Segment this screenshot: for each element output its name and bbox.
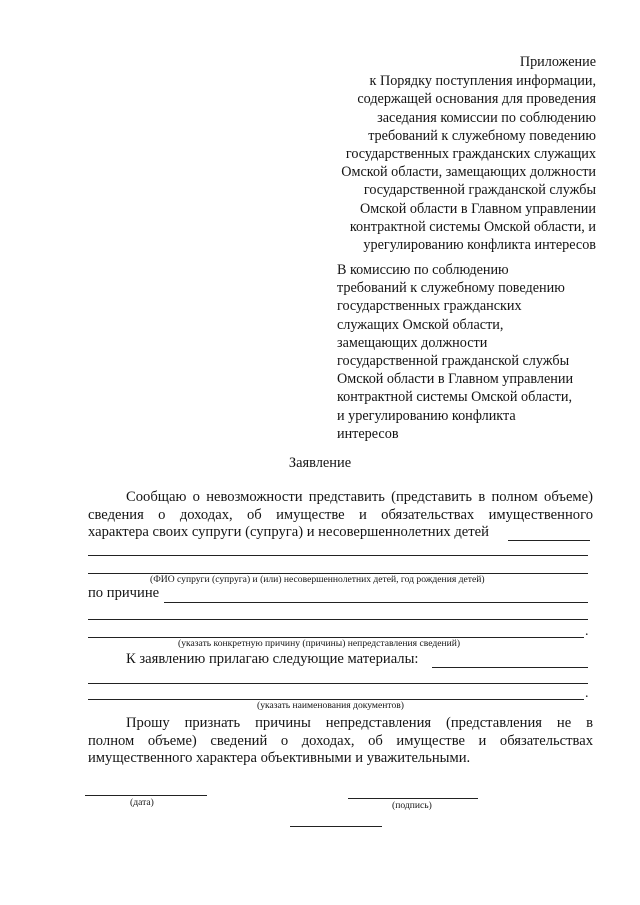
appendix-line: государственных гражданских служащих	[345, 146, 596, 163]
appendix-line: контрактной системы Омской области, и	[349, 218, 596, 235]
addressee-line: замещающих должности	[337, 334, 488, 351]
appendix-line: требований к служебному поведению	[368, 127, 596, 144]
reason-label: по причине	[88, 585, 160, 601]
statement-paragraph	[88, 489, 593, 542]
materials-end-period: .	[585, 686, 589, 701]
reason-fill-line[interactable]	[164, 602, 588, 603]
addressee-block	[337, 261, 607, 443]
addressee-line: В комиссию по соблюдению	[337, 262, 509, 278]
addressee-line: требований к служебному поведению	[337, 280, 565, 297]
reason-fill-line[interactable]	[88, 619, 588, 620]
appendix-line: государственной гражданской службы	[363, 182, 596, 199]
addressee-line: служащих Омской области,	[337, 316, 504, 333]
addressee-line: Омской области в Главном управлении	[337, 371, 574, 388]
request-line: имущественного характера объективными и уважительными.	[88, 750, 471, 766]
addressee-line: государственных гражданских	[337, 298, 522, 315]
reason-caption: (указать конкретную причину (причины) непредставления сведений)	[178, 638, 461, 649]
signature-fill-line[interactable]	[348, 798, 478, 799]
statement-line: сведения о доходах, об имуществе и обязательствах имущественного	[88, 506, 593, 523]
request-line: Прошу признать причины непредставления (представления не в	[126, 715, 593, 731]
request-line: полном объеме) сведений о доходах, об имуществе и обязательствах	[88, 732, 593, 749]
addressee-line: и урегулированию конфликта	[337, 407, 516, 424]
fio-caption: (ФИО супруги (супруга) и (или) несовершеннолетних детей, год рождения детей)	[150, 574, 485, 585]
addressee-line: контрактной системы Омской области,	[337, 389, 572, 406]
addressee-line: интересов	[337, 425, 399, 442]
appendix-line: Приложение	[519, 54, 596, 70]
appendix-line: содержащей основания для проведения	[357, 91, 596, 108]
signature-caption: (подпись)	[392, 800, 432, 811]
appendix-header	[296, 53, 596, 254]
appendix-line: заседания комиссии по соблюдению	[377, 109, 596, 126]
date-fill-line[interactable]	[85, 795, 207, 796]
materials-label: К заявлению прилагаю следующие материалы:	[126, 651, 419, 667]
fio-fill-line[interactable]	[88, 555, 588, 556]
documents-caption: (указать наименования документов)	[257, 700, 404, 711]
request-paragraph	[88, 715, 593, 768]
materials-fill-line[interactable]	[88, 683, 588, 684]
statement-line: Сообщаю о невозможности представить (представить в полном объеме)	[126, 489, 593, 505]
appendix-line: урегулированию конфликта интересов	[363, 237, 596, 254]
reason-end-period: .	[585, 624, 589, 639]
materials-fill-line[interactable]	[432, 667, 588, 668]
appendix-line: Омской области, замещающих должности	[341, 164, 596, 181]
appendix-line: к Порядку поступления информации,	[369, 73, 596, 90]
statement-line: характера своих супруги (супруга) и несовершеннолетних детей	[88, 524, 489, 540]
appendix-line: Омской области в Главном управлении	[359, 200, 596, 217]
fio-fill-line[interactable]	[508, 540, 590, 541]
date-caption: (дата)	[130, 797, 154, 808]
addressee-line: государственной гражданской службы	[337, 353, 570, 370]
document-title: Заявление	[288, 455, 352, 471]
bottom-separator-line	[290, 826, 382, 827]
